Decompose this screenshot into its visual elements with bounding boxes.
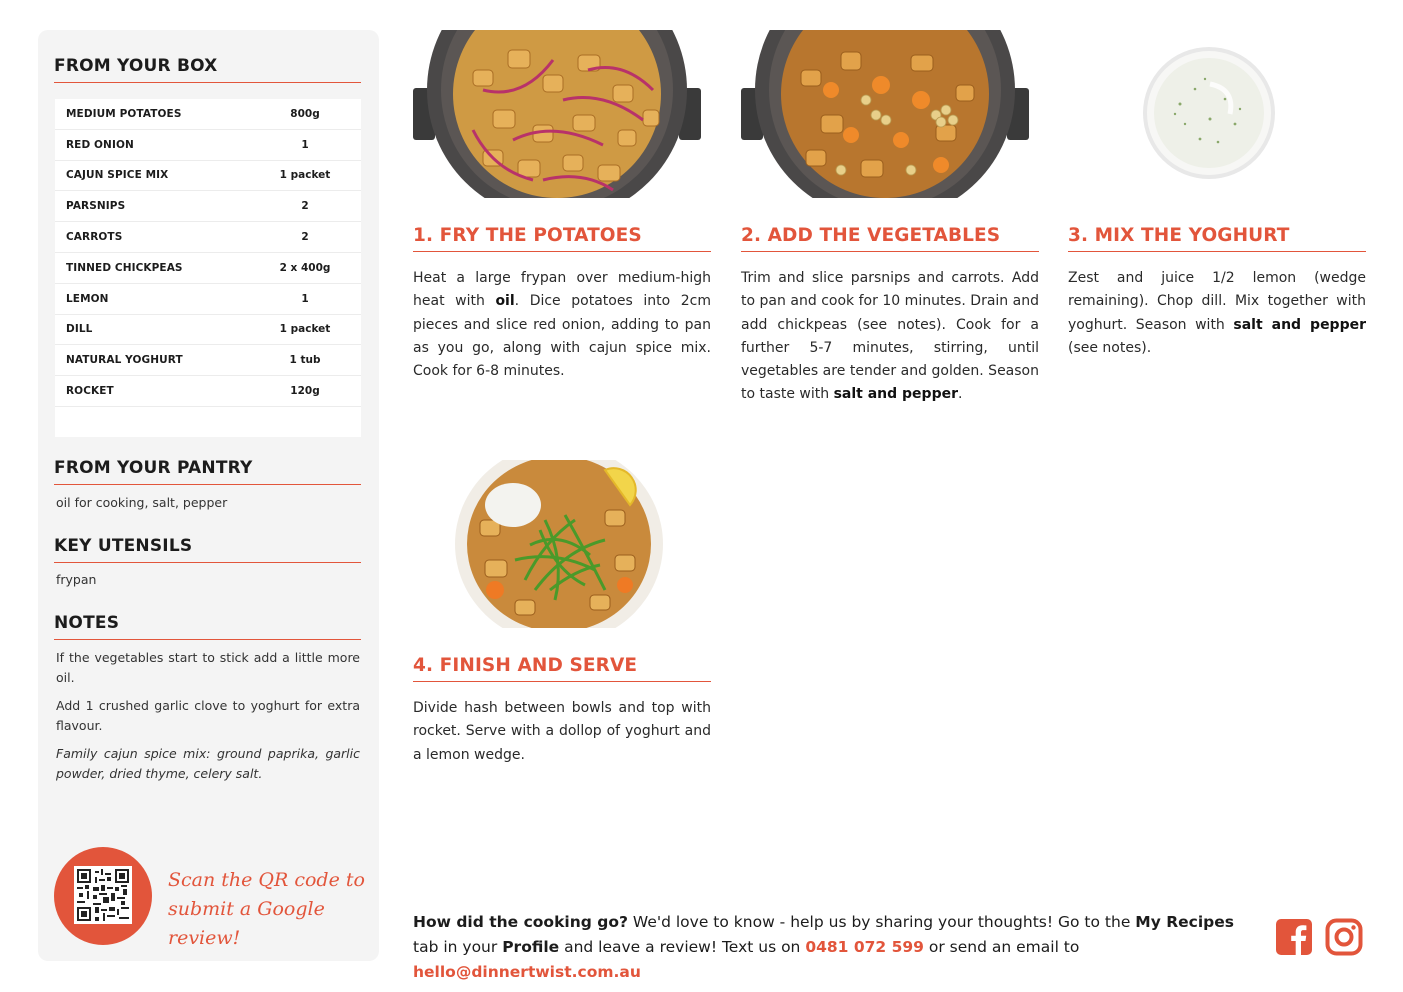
step-1-image	[413, 30, 701, 198]
footer-question: How did the cooking go?	[413, 913, 628, 931]
qr-caption-line: Scan the QR code to	[168, 869, 365, 891]
sidebar	[38, 30, 379, 961]
my-recipes-link[interactable]: My Recipes	[1135, 913, 1234, 931]
ingredient-name: CARROTS	[66, 231, 123, 244]
ingredient-name: LEMON	[66, 292, 109, 305]
ingredient-row	[55, 284, 361, 315]
step-text-part: .	[958, 386, 963, 403]
ingredient-name: DILL	[66, 323, 93, 336]
step-2-title: 2. ADD THE VEGETABLES	[741, 225, 1039, 252]
ingredient-row	[55, 130, 361, 161]
step-4-text	[413, 697, 711, 767]
ingredient-row	[55, 222, 361, 253]
step-1-title: 1. FRY THE POTATOES	[413, 225, 711, 252]
ingredient-row	[55, 253, 361, 284]
step-text-part: Heat a large frypan over medium-high heat with	[413, 270, 711, 310]
ingredient-quantity: 800g	[290, 107, 320, 120]
step-1-text	[413, 267, 711, 383]
ingredient-quantity: 2	[301, 200, 309, 213]
ingredient-name: MEDIUM POTATOES	[66, 107, 182, 120]
ingredient-name: TINNED CHICKPEAS	[66, 261, 183, 274]
step-3-title: 3. MIX THE YOGHURT	[1068, 225, 1366, 252]
ingredient-name: PARSNIPS	[66, 200, 126, 213]
step-text-bold: salt and pepper	[1233, 316, 1367, 333]
step-2-image	[741, 30, 1029, 198]
ingredient-row	[55, 99, 361, 130]
ingredient-quantity: 1 packet	[279, 169, 331, 182]
notes-list	[56, 648, 360, 792]
utensils-text: frypan	[56, 572, 97, 587]
ingredient-name: NATURAL YOGHURT	[66, 354, 183, 367]
qr-caption-line: submit a Google review!	[168, 898, 325, 949]
ingredients-table	[55, 99, 361, 437]
ingredient-name: CAJUN SPICE MIX	[66, 169, 169, 182]
ingredient-quantity: 120g	[290, 385, 320, 398]
phone-link[interactable]: 0481 072 599	[805, 938, 924, 956]
ingredient-quantity: 1	[301, 138, 309, 151]
ingredient-name: ROCKET	[66, 385, 114, 398]
ingredient-row	[55, 191, 361, 222]
key-utensils-title: KEY UTENSILS	[54, 536, 361, 563]
qr-code-badge[interactable]	[54, 847, 152, 945]
qr-caption	[168, 866, 368, 953]
profile-link[interactable]: Profile	[502, 938, 560, 956]
step-text-part: Divide hash between bowls and top with rocket. Serve with a dollop of yoghurt and a lemon wedge.	[413, 700, 711, 763]
from-your-pantry-title: FROM YOUR PANTRY	[54, 458, 361, 485]
pantry-text: oil for cooking, salt, pepper	[56, 495, 228, 510]
ingredient-quantity: 1 packet	[279, 323, 331, 336]
step-3-image	[1140, 44, 1278, 182]
step-2-text	[741, 267, 1039, 407]
ingredient-quantity: 1	[301, 292, 309, 305]
step-text-bold: oil	[495, 293, 515, 310]
ingredient-row	[55, 345, 361, 376]
email-link[interactable]: hello@dinnertwist.com.au	[413, 963, 641, 981]
facebook-icon[interactable]	[1275, 918, 1313, 956]
feedback-footer	[413, 910, 1263, 985]
ingredient-row	[55, 161, 361, 192]
ingredient-quantity: 2	[301, 231, 309, 244]
step-3-text	[1068, 267, 1366, 360]
notes-title: NOTES	[54, 613, 361, 640]
from-your-box-title: FROM YOUR BOX	[54, 56, 361, 83]
footer-text: or send an email to	[923, 938, 1080, 956]
instagram-icon[interactable]	[1325, 918, 1363, 956]
note-item: If the vegetables start to stick add a little more oil.	[56, 650, 360, 685]
step-text-bold: salt and pepper	[833, 386, 958, 403]
ingredient-row	[55, 376, 361, 407]
qr-code-icon[interactable]	[74, 866, 132, 924]
ingredient-quantity: 1 tub	[289, 354, 321, 367]
footer-text: tab in your	[413, 938, 503, 956]
note-item: Add 1 crushed garlic clove to yoghurt for extra flavour.	[56, 698, 360, 733]
step-4-image	[455, 460, 663, 628]
ingredient-name: RED ONION	[66, 138, 134, 151]
note-item: Family cajun spice mix: ground paprika, garlic powder, dried thyme, celery salt.	[56, 746, 360, 781]
step-text-part: (see notes).	[1068, 339, 1152, 356]
step-4-title: 4. FINISH AND SERVE	[413, 655, 711, 682]
ingredient-row	[55, 315, 361, 346]
footer-text: We'd love to know - help us by sharing your thoughts! Go to the	[627, 913, 1136, 931]
step-text-part: . Dice potatoes into 2cm pieces and slice red onion, adding to pan as you go, along with cajun spice mix. Cook for 6-8 minutes.	[413, 293, 711, 380]
step-text-part: Zest and juice 1/2 lemon (wedge remaining). Chop dill. Mix together with yoghurt. Season with	[1068, 270, 1366, 333]
ingredient-quantity: 2 x 400g	[279, 261, 331, 274]
footer-text: and leave a review! Text us on	[559, 938, 806, 956]
step-text-part: Trim and slice parsnips and carrots. Add to pan and cook for 10 minutes. Drain and add chickpeas (see notes). Cook for a further 5-7 minutes, stirring, until vegetables are tender and golden. Season to taste with	[741, 270, 1039, 403]
